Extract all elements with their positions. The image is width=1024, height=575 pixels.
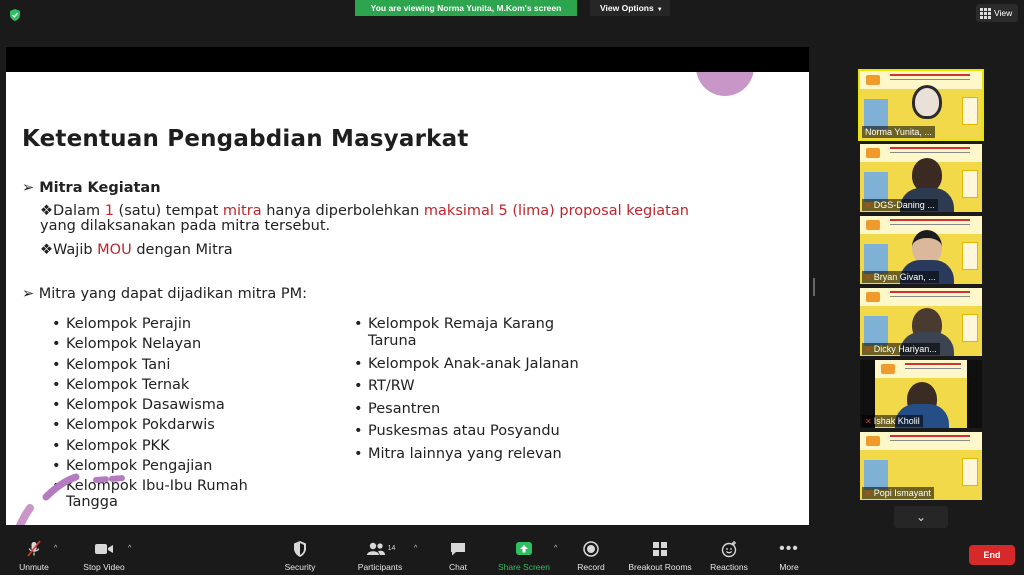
video-options-caret[interactable]: ^ [128,545,132,552]
participant-video [912,85,942,119]
list-item-text: Kelompok Ibu-Ibu Rumah Tangga [66,478,248,511]
text: Dalam [53,203,105,219]
participant-name: ✕ Bryan Givan, ... [862,271,939,283]
list-item-text: Kelompok Ternak [66,376,190,393]
list-item: • Mitra lainnya yang relevan [354,445,562,462]
diamond-bullet-icon: ❖ [40,203,53,219]
muted-mic-icon: ✕ [865,200,872,210]
participant-tile[interactable] [860,288,982,356]
participants-options-caret[interactable]: ^ [414,545,418,552]
decorative-brush-strokes [6,442,146,525]
share-options-caret[interactable]: ^ [554,545,558,552]
participant-name: ✕ Popi Ismayant [862,487,934,499]
list-item: • Kelompok Nelayan [52,336,202,353]
participant-tile[interactable] [860,360,982,428]
list-item: • Kelompok Tani [52,356,171,373]
text: (satu) tempat [113,203,223,219]
muted-mic-icon: ✕ [865,488,872,498]
chevron-down-icon: ⌄ [915,510,927,524]
audio-options-caret[interactable]: ^ [54,545,58,552]
record-icon [582,540,600,558]
list-item: • RT/RW [354,378,415,394]
security-button[interactable] [280,540,320,572]
more-label: More [779,562,799,572]
encryption-shield-icon[interactable] [8,8,22,22]
arrow-bullet-icon: ➢ [22,180,35,196]
muted-mic-icon: ✕ [865,416,872,426]
shared-screen [6,47,809,525]
list-item: • Kelompok Ternak [52,376,190,393]
chevron-down-icon: ▼ [656,7,663,13]
participants-count: 14 [387,545,396,552]
share-screen-arrow-icon [515,540,533,558]
share-screen-button[interactable] [496,540,552,572]
view-button-label: View [994,8,1013,18]
end-meeting-button[interactable]: End [969,545,1015,565]
participants-label: Participants [357,562,403,572]
list-item: • Kelompok Perajin [52,316,192,332]
muted-mic-icon: ✕ [865,272,872,282]
reactions-button[interactable] [708,540,750,572]
share-screen-label: Share Screen [498,562,550,572]
text: dengan Mitra [131,242,233,258]
list-item: • Kelompok Dasawisma [52,397,225,414]
slide-title: Ketentuan Pengabdian Masyarkat [22,126,469,152]
unmute-label: Unmute [19,562,49,572]
list-item: • Puskesmas atau Posyandu [354,423,560,439]
chat-bubble-icon [449,540,467,558]
section-heading-mitra-kegiatan [22,180,161,196]
text-highlight: maksimal 5 (lima) proposal kegiatan [423,203,689,219]
list-item: • Kelompok PKK [52,437,170,454]
list-item: • Kelompok Anak-anak Jalanan [354,355,579,372]
gallery-scroll-down-button[interactable] [894,506,948,528]
viewing-screen-banner: You are viewing Norma Yunita, M.Kom's screen [355,0,577,16]
text-highlight: 1 [104,203,114,219]
bullet-mitra-limit [40,204,700,234]
section1-title: Mitra Kegiatan [39,180,161,196]
participant-video [912,230,942,264]
list-item-text: Puskesmas atau Posyandu [368,423,560,439]
list-item-text: Kelompok Tani [66,356,171,373]
stop-video-label: Stop Video [83,562,125,572]
participants-button[interactable] [352,540,408,572]
list-item-text: Kelompok PKK [66,437,170,454]
participant-tile[interactable] [860,144,982,212]
list-item: • Pesantren [354,400,441,417]
list-item-text: Kelompok Dasawisma [66,397,225,414]
view-options-button[interactable] [590,0,670,16]
list-item: • Kelompok Pokdarwis [52,417,215,434]
view-button[interactable] [976,4,1018,22]
list-item-text: Kelompok Nelayan [66,336,202,353]
participant-name: ✕ DGS-Daning ... [862,199,938,211]
view-options-label: View Options [600,3,654,13]
participant-name: ✕ Ishak Kholil [862,415,923,427]
list-item-text: Mitra lainnya yang relevan [368,445,562,462]
text: Wajib [53,242,98,258]
list-item-text: Kelompok Pengajian [66,458,213,475]
panel-resize-handle[interactable] [813,278,815,296]
shield-icon [292,540,308,558]
participant-name: ✕ Dicky Hariyan... [862,343,940,355]
unmute-button[interactable] [14,540,54,572]
list-item-text: RT/RW [368,378,415,394]
participant-name: Norma Yunita, ... [862,126,935,138]
record-label: Record [577,562,605,572]
more-button[interactable] [774,540,804,572]
arrow-bullet-icon: ➢ [22,286,35,302]
partner-list-right [354,316,654,468]
record-button[interactable] [572,540,610,572]
reactions-label: Reactions [710,562,748,572]
participants-icon [352,540,408,558]
participant-video [912,158,942,192]
muted-microphone-icon [25,540,43,558]
chat-label: Chat [449,562,467,572]
security-label: Security [284,562,316,572]
more-dots-icon: ••• [779,540,799,557]
stop-video-button[interactable] [78,540,130,572]
section2-title: Mitra yang dapat dijadikan mitra PM: [38,286,308,302]
breakout-rooms-button[interactable] [626,540,694,572]
presentation-slide [6,72,809,525]
participant-tile[interactable] [860,216,982,284]
chat-button[interactable] [440,540,476,572]
diamond-bullet-icon: ❖ [40,242,53,258]
participant-tile[interactable] [860,432,982,500]
list-item: • Kelompok Ibu-Ibu Rumah Tangga [52,478,248,511]
grid-view-icon [980,8,991,19]
list-item-text: Kelompok Pokdarwis [66,417,215,434]
text: yang dilaksanakan pada mitra tersebut. [40,218,331,234]
breakout-rooms-label: Breakout Rooms [628,562,692,572]
bullet-mou [40,242,233,258]
breakout-rooms-grid-icon [651,540,669,558]
section-heading-mitra-pm [22,286,307,302]
muted-mic-icon: ✕ [865,344,872,354]
text-highlight: MOU [97,242,132,258]
text-highlight: mitra [222,203,262,219]
list-item-text: Kelompok Remaja Karang Taruna [368,316,555,349]
list-item-text: Pesantren [368,400,441,417]
list-item: • Kelompok Pengajian [52,458,213,475]
decorative-circle [696,72,754,96]
meeting-toolbar [0,530,1024,575]
text: hanya diperbolehkan [261,203,424,219]
list-item-text: Kelompok Anak-anak Jalanan [368,355,579,372]
participant-tile[interactable] [860,71,982,139]
list-item: • Kelompok Remaja Karang Taruna [354,316,555,349]
smiley-plus-icon [720,540,738,558]
list-item-text: Kelompok Perajin [66,316,192,332]
video-camera-icon [94,540,114,558]
